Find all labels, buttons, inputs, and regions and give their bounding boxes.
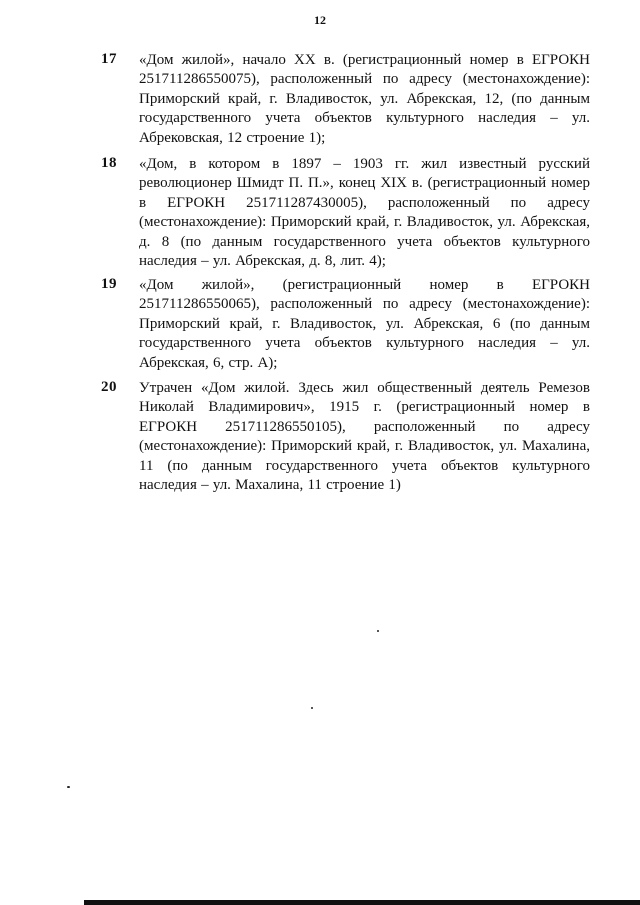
item-number: 18 [101, 155, 117, 171]
item-text: «Дом, в котором в 1897 – 1903 гг. жил известный русский революционер Шмидт П. П.», конец XIX в. (регистрационный номер в ЕГРОКН 251711287430005), расположенный по адресу (местонахождение): Приморский край, г. Владивосток, ул. Абрекская, д. 8 (по данным государственного учета объектов культурного наследия – ул. Абрекская, д. 8, лит. 4); [139, 156, 590, 270]
scan-speck [67, 786, 70, 788]
item-number: 17 [101, 51, 117, 67]
item-number: 19 [101, 276, 117, 292]
scan-speck [377, 630, 379, 632]
scan-edge [84, 900, 640, 905]
scan-speck [311, 707, 313, 709]
page-number: 12 [314, 13, 326, 27]
item-text: Утрачен «Дом жилой. Здесь жил общественный деятель Ремезов Николай Владимирович», 1915 г. (регистрационный номер в ЕГРОКН 251711286550105), расположенный по адресу (местонахождение): Приморский край, г. Владивосток, ул. Махалина, 11 (по данным государственного учета объектов культурного наследия – ул. Махалина, 11 строение 1) [139, 380, 590, 494]
item-text: «Дом жилой», начало XX в. (регистрационный номер в ЕГРОКН 251711286550075), расположенный по адресу (местонахождение): Приморский край, г. Владивосток, ул. Абрекская, 12, (по данным государственного учета объектов культурного наследия – ул. Абрековская, 12 строение 1); [139, 52, 590, 146]
item-text: «Дом жилой», (регистрационный номер в ЕГРОКН 251711286550065), расположенный по адресу (местонахождение): Приморский край, г. Владивосток, ул. Абрекская, 6 (по данным государственного учета объектов культурного наследия – ул. Абрекская, 6, стр. А); [139, 277, 590, 371]
item-number: 20 [101, 379, 117, 395]
